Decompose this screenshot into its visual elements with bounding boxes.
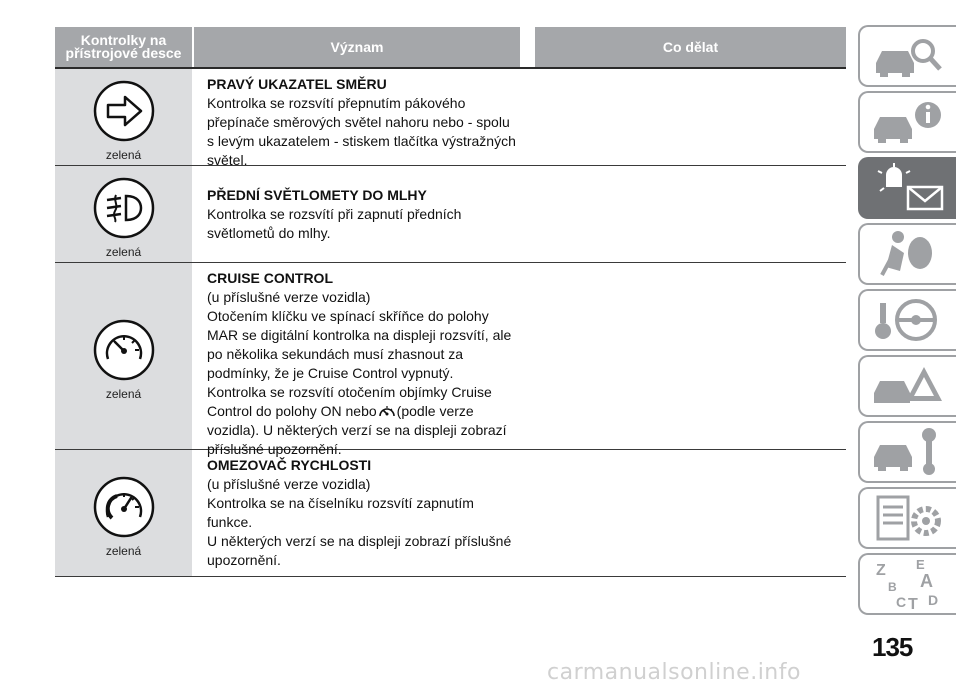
text-line: (u příslušné verze vozidla)	[207, 476, 371, 492]
action-cell	[518, 69, 846, 165]
tab-index[interactable]	[858, 553, 956, 615]
text-line: Kontrolka se na číselníku rozsvítí zapnutím	[207, 495, 474, 511]
tab-warning-lights[interactable]	[858, 157, 956, 219]
text-line: Kontrolka se rozsvítí přepnutím pákového	[207, 95, 466, 111]
meaning-cell	[192, 450, 518, 576]
text-line: funkce.	[207, 514, 253, 530]
row-heading: PRAVÝ UKAZATEL SMĚRU	[207, 76, 387, 92]
text-line	[207, 402, 518, 421]
car-info-icon	[868, 95, 948, 149]
meaning-cell	[192, 166, 518, 262]
action-cell	[518, 166, 846, 262]
tab-emergency[interactable]	[858, 355, 956, 417]
icon-cell	[55, 69, 192, 165]
color-label: zelená	[105, 387, 142, 401]
text-line: Kontrolka se rozsvítí otočením objímky Cruise	[207, 384, 492, 400]
action-cell	[518, 450, 846, 576]
steering-wheel-key-icon	[868, 293, 948, 347]
table-row	[55, 263, 846, 457]
cruise-control-inline-icon	[378, 403, 396, 419]
page-number: 135	[872, 632, 913, 662]
tab-technical-data[interactable]	[858, 487, 956, 549]
index-letter: Z	[876, 562, 886, 579]
table-row	[55, 450, 846, 577]
car-warning-triangle-icon	[868, 359, 948, 413]
text-line: příslušné upozornění.	[207, 441, 342, 457]
header-warning-lights: Kontrolky na přístrojové desce	[55, 27, 192, 67]
icon-cell	[55, 450, 192, 576]
table-row	[55, 166, 846, 263]
index-letter: A	[920, 571, 933, 591]
chapter-tabs	[858, 25, 960, 619]
text-line: upozornění.	[207, 552, 281, 568]
icon-cell	[55, 166, 192, 262]
index-letter: E	[916, 557, 925, 572]
text-line: vozidla). U některých verzí se na displeji zobrazí	[207, 422, 507, 438]
car-search-icon	[868, 29, 948, 83]
tab-starting-driving[interactable]	[858, 289, 956, 351]
text-line: s levým ukazatelem - stiskem tlačítka výstražných	[207, 133, 516, 149]
row-heading: OMEZOVAČ RYCHLOSTI	[207, 457, 372, 473]
text-line: Kontrolka se rozsvítí při zapnutí předních	[207, 206, 462, 222]
text-line: MAR se digitální kontrolka na displeji rozsvítí, ale	[207, 327, 512, 343]
text-line: světlometů do mlhy.	[207, 225, 331, 241]
car-wrench-icon	[868, 425, 948, 479]
tab-car-info[interactable]	[858, 91, 956, 153]
index-letter: T	[908, 596, 918, 611]
text-line: U některých verzí se na displeji zobrazí příslušné	[207, 533, 512, 549]
tab-car-search[interactable]	[858, 25, 956, 87]
row-heading: PŘEDNÍ SVĚTLOMETY DO MLHY	[207, 187, 427, 203]
meaning-cell	[192, 263, 518, 457]
row-heading: CRUISE CONTROL	[207, 270, 333, 286]
table-row	[55, 69, 846, 166]
table-header	[55, 27, 846, 67]
inline-text-after: (podle verze	[396, 403, 474, 419]
tab-maintenance[interactable]	[858, 421, 956, 483]
speed-limiter-icon	[91, 474, 157, 540]
meaning-cell	[192, 69, 518, 168]
text-line: přepínače směrových světel nahoru nebo - spolu	[207, 114, 510, 130]
action-cell	[518, 263, 846, 449]
text-line: podmínky, že je Cruise Control vypnutý.	[207, 365, 454, 381]
color-label: zelená	[105, 245, 142, 259]
alphabet-index-icon	[868, 557, 948, 611]
icon-cell	[55, 263, 192, 449]
color-label: zelená	[105, 544, 142, 558]
index-letter: D	[928, 592, 939, 608]
text-line: (u příslušné verze vozidla)	[207, 289, 371, 305]
cruise-control-icon	[91, 317, 157, 383]
header-what-to-do: Co dělat	[535, 27, 846, 67]
text-line: světel.	[207, 152, 248, 168]
index-letter: C	[896, 594, 907, 610]
text-line: Otočením klíčku ve spínací skříňce do polohy	[207, 308, 489, 324]
turn-signal-right-icon	[91, 78, 157, 144]
tab-safety[interactable]	[858, 223, 956, 285]
color-label: zelená	[105, 148, 142, 162]
header-meaning: Význam	[194, 27, 520, 67]
specs-gear-icon	[868, 491, 948, 545]
warning-lights-table	[55, 27, 846, 577]
text-line: po několika sekundách musí zhasnout za	[207, 346, 464, 362]
warning-lights-message-icon	[868, 161, 948, 215]
index-letter: B	[888, 580, 897, 594]
watermark: carmanualsonline.info	[547, 660, 801, 685]
airbag-seat-icon	[868, 227, 948, 281]
front-fog-light-icon	[91, 175, 157, 241]
inline-text-before: Control do polohy ON nebo	[207, 403, 377, 419]
